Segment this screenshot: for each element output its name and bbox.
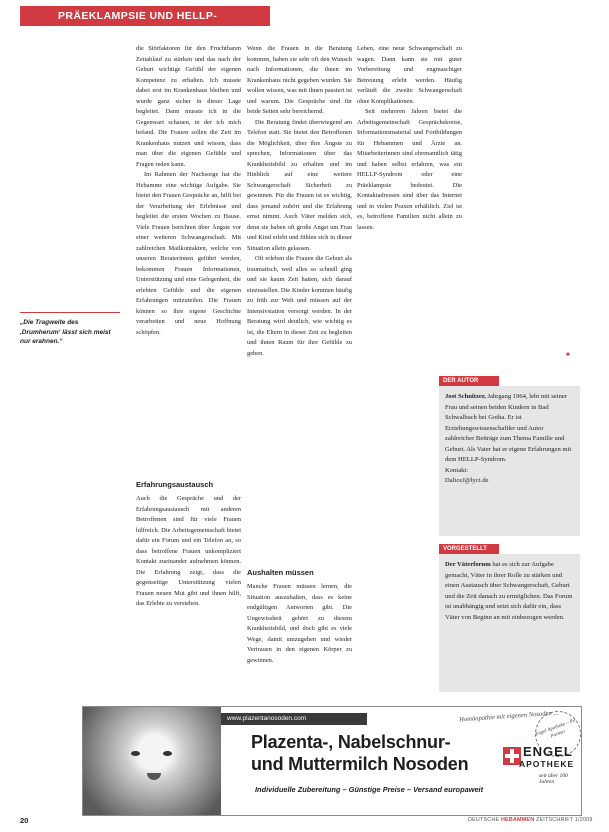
subheading-aushalten: Aushalten müssen [247, 568, 314, 577]
article-column-2-continued [247, 582, 352, 706]
ad-url[interactable]: www.plazentanosoden.com [221, 713, 367, 725]
org-box-label: VORGESTELLT [439, 544, 499, 554]
org-description: hat es sich zur Aufgabe gemacht, Väter in ihrer Rolle zu stärken und einen Austausch über Schwangerschaft, Geburt und die Zeit danach zu ermöglichen. Das Forum ist unabhängig und setzt sich dafür ein, dass Väter von Beginn an mit einbezogen werden. [445, 561, 573, 621]
author-box-label: DER AUTOR [439, 376, 499, 386]
journal-suffix: ZEITSCHRIFT 1/2009 [536, 817, 593, 823]
ad-headline-line-2: und Muttermilch Nosoden [251, 754, 469, 774]
ad-logo-note: seit über 100 Jahren [539, 773, 568, 785]
ad-logo-name: ENGEL [523, 744, 573, 759]
ad-logo-subtitle: APOTHEKE [519, 759, 575, 769]
article-column-1-continued [136, 494, 241, 706]
section-title: PRÄEKLAMPSIE UND HELLP-SYNDROM [58, 10, 218, 42]
paragraph: Auch die Gespräche und der Erfahrungsaustausch mit anderen Betroffenen sind für viele Frauen hilfreich. Die Arbeitsgemeinschaft bietet dafür ein Forum und ein Telefon an, so dass betroffene Frauen unkompliziert Kontakt zueinander aufnehmen können. Die Erfahrung zeigt, dass die gegenseitige Unterstützung vielen Frauen neuen Mut gibt und ihnen hilft, das Erlebte zu verstehen. [136, 495, 241, 607]
article-column-3 [357, 44, 462, 364]
section-header [20, 6, 270, 42]
baby-photo [83, 707, 221, 815]
end-of-article-mark: ■ [566, 352, 570, 358]
ad-headline-line-1: Plazenta-, Nabelschnur- [251, 732, 451, 752]
paragraph: Die Beratung findet überwiegend am Telefon statt. Sie bietet den Betroffenen die Möglichkeit, über ihre Ängste zu sprechen, Informationen über das Krankheitsbild zu erhalten und im Hinblick auf eine weitere Schwangerschaft Sicherheit zu gewinnen. Für die Frauen ist es wichtig, dass jemand zuhört und die Erfahrung ernst nimmt. Auch Väter melden sich, denn sie haben oft große Angst um Frau und Kind erlebt und fühlen sich in dieser Situation allein gelassen. [247, 118, 352, 252]
author-box [439, 386, 580, 536]
article-column-1 [136, 44, 241, 474]
journal-accent: HEBAMMEN [500, 817, 535, 823]
paragraph: Manche Frauen müssen lernen, die Situation auszuhalten, dass es keine endgültigen Antworten gibt. Die Ungewissheit gehört zu diesem Krankheitsbild, und doch gibt es viele Wege, damit umzugehen und wieder Vertrauen in den eigenen Körper zu gewinnen. [247, 583, 352, 664]
journal-prefix: DEUTSCHE [468, 817, 500, 823]
ad-seal: Engel Apotheke – Ihr Partner [529, 706, 582, 763]
article-column-2 [247, 44, 352, 556]
paragraph: Leben, eine neue Schwangerschaft zu wagen. Dann kann sie mit guter Vorbereitung und engmaschiger Betreuung erlebt werden. Häufig verläuft die zweite Schwangerschaft ohne Komplikationen. [357, 45, 462, 105]
paragraph: Wenn die Frauen in die Beratung kommen, haben sie sehr oft den Wunsch nach Informationen, die ihnen im Krankenhaus nicht gegeben wurden. Sie wollen wissen, was mit ihnen passiert ist und warum. Die Gespräche sind für beide Seiten sehr bereichernd. [247, 45, 352, 115]
page-number: 20 [20, 816, 29, 825]
subheading-erfahrungsaustausch: Erfahrungsaustausch [136, 480, 214, 489]
pull-quote-text: „Die Tragweite des ‚Drumherum‘ lässt sich meist nur erahnen.“ [20, 319, 111, 345]
org-box [439, 554, 580, 692]
ad-headline [251, 731, 491, 775]
pull-quote [20, 312, 120, 347]
paragraph: Im Rahmen der Nachsorge hat die Hebamme eine wichtige Aufgabe. Sie bietet den Frauen Gespräche an, hilft bei der Verarbeitung der Erlebnisse und begleitet die ersten Wochen zu Hause. Viele Frauen berichten über Ängste vor einer weiteren Schwangerschaft. Mit zahlreichen Mailkontakten, welche von unseren Beraterinnen geführt werden, bekommen Frauen Informationen, Unterstützung und eine Gelegenheit, die erlebten Gefühle und die eigenen Erfahrungen mitzuteilen. Die Frauen können so ihre eigene Geschichte verarbeiten und neue Hoffnung schöpfen. [136, 171, 241, 336]
org-name: Der Väterforum [445, 561, 491, 568]
journal-footer [468, 817, 593, 823]
contact-label: Kontakt: [445, 466, 469, 474]
ad-slogan: Homöopathie mit eigenen Nosoden ... [458, 709, 559, 724]
paragraph: die Störfaktoren für den Fruchtbaren Zeitablauf zu stärken und das nach der Geburt wichtige Gefühl der eigenen Kompetenz zu erhalten. Ich musste dabei erst im Krankenhaus bleiben und wurde ganz sicher in dieser Lage begleitet. Dann musste ich in die Gegenwart schauen, in der ich mich befand. Die Frauen sollen die Zeit im Krankenhaus nutzen und wissen, dass man über die eigenen Gefühle und Fragen reden kann. [136, 45, 241, 168]
author-name: Jost Schnitzer, [445, 393, 486, 400]
paragraph: Seit mehreren Jahren bietet die Arbeitsgemeinschaft Gesprächskreise, Informationsmaterial und Fortbildungen für Hebammen und Ärzte an. Mitarbeiterinnen sind ehrenamtlich tätig und haben selbst erfahren, was ein HELLP-Syndrom oder eine Präeklampsie bedeutet. Die Kontaktadressen sind über das Internet und in vielen Praxen erhältlich. Ziel ist es, betroffene Familien nicht allein zu lassen. [357, 108, 462, 231]
advertisement[interactable] [82, 706, 582, 816]
author-email[interactable]: DaliceJ@lyci.de [445, 477, 489, 484]
paragraph: Oft erleben die Frauen die Geburt als traumatisch, weil alles so schnell ging und sie kaum Zeit hatten, sich darauf einzustellen. Die Kinder kommen häufig zu früh zur Welt und müssen auf der Intensivstation versorgt werden. In der Beratung wird deutlich, wie wichtig es ist, die Eltern in dieser Zeit zu begleiten und ihnen Raum für ihre Gefühle zu geben. [247, 255, 352, 357]
ad-tagline: Individuelle Zubereitung – Günstige Preise – Versand europaweit [255, 785, 484, 794]
author-bio: Jahrgang 1964, lebt mit seiner Frau und seinen beiden Kindern in Bad Schwalbach bei Gotha. Er ist Erziehungswissenschaftler und Autor zahlreicher Beiträge zum Thema Familie und Geburt. Als Vater hat er eigene Erfahrungen mit dem HELLP-Syndrom. [445, 393, 572, 463]
